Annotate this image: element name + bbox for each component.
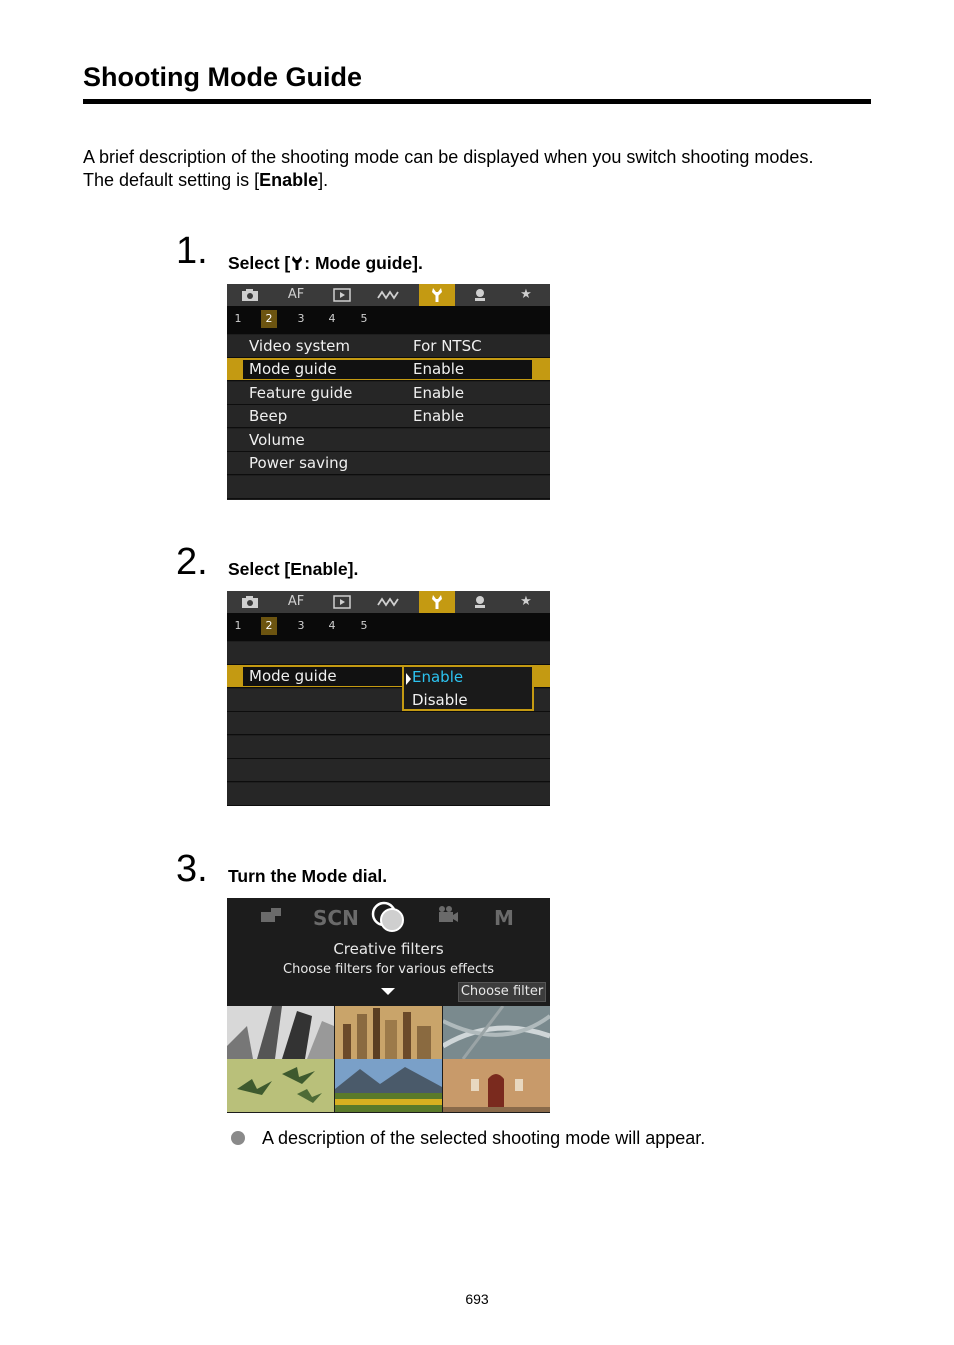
subtab-4[interactable]: 4 xyxy=(328,619,336,632)
sample-image-buildings-bw xyxy=(227,1006,334,1059)
option-disable[interactable]: Disable xyxy=(412,691,468,709)
sample-image-mountain-meadow xyxy=(335,1059,442,1112)
subtab-3[interactable]: 3 xyxy=(297,312,305,325)
star-icon[interactable]: ★ xyxy=(520,287,532,302)
mymenu-settings-icon[interactable] xyxy=(465,591,495,613)
scene-icon xyxy=(259,906,283,931)
menu-row-empty xyxy=(227,759,550,782)
playback-icon[interactable] xyxy=(327,284,357,306)
option-enable[interactable]: Enable xyxy=(412,668,464,686)
menu-tab-bar xyxy=(227,284,550,306)
menu-subtab-bar xyxy=(227,306,550,334)
custom-icon[interactable] xyxy=(373,591,403,613)
subtab-1[interactable]: 1 xyxy=(234,619,242,632)
wrench-icon xyxy=(290,255,304,271)
menu-subtab-bar xyxy=(227,613,550,641)
sample-image-city-skyline xyxy=(335,1006,442,1059)
mode-description: Choose filters for various effects xyxy=(283,962,494,977)
subtab-4[interactable]: 4 xyxy=(328,312,336,325)
subtab-5[interactable]: 5 xyxy=(360,312,368,325)
menu-row-label: Power saving xyxy=(249,454,349,472)
menu-row-feature-guide[interactable] xyxy=(227,382,550,405)
camera-icon[interactable] xyxy=(235,284,265,306)
tab-af[interactable]: AF xyxy=(287,287,305,302)
step-1-label xyxy=(228,253,423,274)
intro-line-1: A brief description of the shooting mode can be displayed when you switch shooting modes. xyxy=(83,147,814,167)
intro-line-2 xyxy=(83,169,883,192)
menu-row-beep[interactable] xyxy=(227,405,550,428)
mymenu-settings-icon[interactable] xyxy=(465,284,495,306)
tab-af[interactable]: AF xyxy=(287,594,305,609)
menu-row-power-saving[interactable] xyxy=(227,452,550,475)
custom-icon[interactable] xyxy=(373,284,403,306)
creative-filters-icon xyxy=(371,900,405,939)
wrench-icon[interactable] xyxy=(419,284,455,306)
sample-image-highway xyxy=(443,1006,550,1059)
camera-menu-screen-2 xyxy=(227,591,550,806)
step-1-label-suffix: : Mode guide]. xyxy=(304,253,423,273)
sample-image-birds xyxy=(227,1059,334,1112)
page-number: 693 xyxy=(465,1291,489,1307)
intro-paragraph xyxy=(83,146,883,192)
choose-filter-button[interactable]: Choose filter xyxy=(458,982,546,1002)
menu-row-label: Video system xyxy=(249,337,351,355)
mode-m: M xyxy=(494,906,514,930)
menu-row-mode-guide[interactable] xyxy=(227,358,550,381)
menu-row-label: Beep xyxy=(249,407,288,425)
intro-line-2-prefix: The default setting is [ xyxy=(83,170,260,190)
step-1-label-prefix: Select [ xyxy=(228,253,291,273)
step-3-label: Turn the Mode dial. xyxy=(228,866,388,886)
menu-row-empty xyxy=(227,712,550,735)
subtab-2[interactable]: 2 xyxy=(261,310,277,328)
step-2-number: 2. xyxy=(176,541,208,583)
subtab-5[interactable]: 5 xyxy=(360,619,368,632)
menu-row-value: For NTSC xyxy=(413,337,482,355)
subtab-3[interactable]: 3 xyxy=(297,619,305,632)
menu-row-empty xyxy=(227,642,550,665)
bullet-icon xyxy=(231,1131,245,1145)
menu-row-volume[interactable] xyxy=(227,429,550,452)
menu-row-label: Mode guide xyxy=(249,360,337,378)
page-title: Shooting Mode Guide xyxy=(83,62,362,92)
menu-row-label: Volume xyxy=(249,431,305,449)
movie-icon xyxy=(433,906,459,931)
menu-row-value: Enable xyxy=(413,407,465,425)
title-rule xyxy=(83,99,871,104)
playback-icon[interactable] xyxy=(327,591,357,613)
menu-tab-bar xyxy=(227,591,550,613)
intro-line-2-suffix: ]. xyxy=(318,170,329,190)
camera-menu-screen-1 xyxy=(227,284,550,500)
step-3-number: 3. xyxy=(176,848,208,890)
wrench-icon[interactable] xyxy=(419,591,455,613)
sample-image-doorway xyxy=(443,1059,550,1112)
menu-row-empty xyxy=(227,476,550,499)
subtab-1[interactable]: 1 xyxy=(234,312,242,325)
subtab-2[interactable]: 2 xyxy=(261,617,277,635)
bullet-text: A description of the selected shooting mode will appear. xyxy=(262,1128,706,1148)
mode-guide-dropdown[interactable] xyxy=(402,665,534,711)
mode-guide-screen xyxy=(227,898,550,1113)
mode-scn: SCN xyxy=(313,906,359,930)
star-icon[interactable]: ★ xyxy=(520,594,532,609)
step-1-number: 1. xyxy=(176,230,208,272)
menu-row-value: Enable xyxy=(413,384,465,402)
camera-icon[interactable] xyxy=(235,591,265,613)
menu-row-empty xyxy=(227,736,550,759)
down-arrow-icon xyxy=(381,988,395,995)
selection-pointer-icon xyxy=(406,673,411,685)
menu-row-label: Mode guide xyxy=(249,667,337,685)
menu-row-empty xyxy=(227,783,550,806)
menu-row-label: Feature guide xyxy=(249,384,353,402)
step-2-label: Select [Enable]. xyxy=(228,559,359,579)
mode-title: Creative filters xyxy=(333,940,444,958)
intro-default-value: Enable xyxy=(259,170,319,190)
menu-row-value: Enable xyxy=(413,360,465,378)
menu-row-video-system[interactable] xyxy=(227,335,550,358)
